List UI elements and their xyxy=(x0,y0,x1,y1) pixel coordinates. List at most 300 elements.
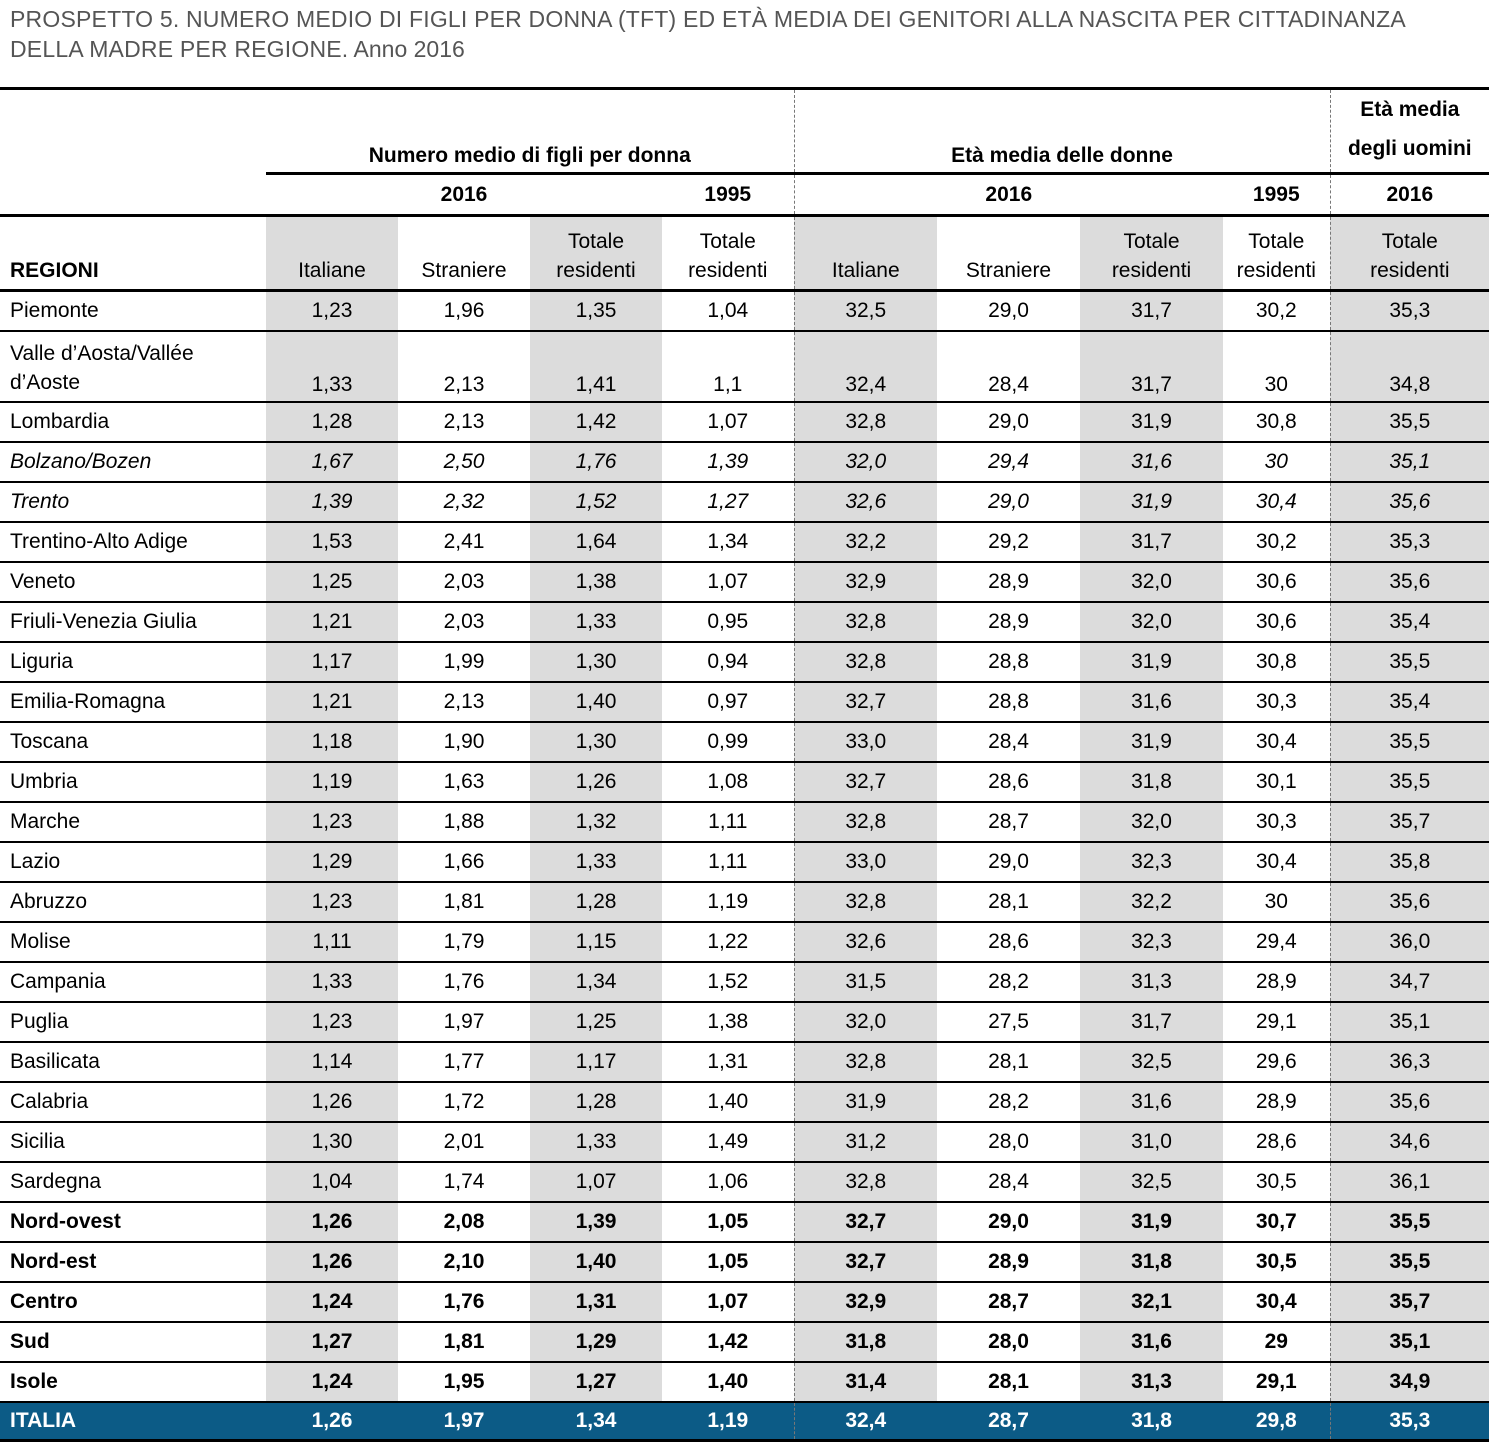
value-cell: 32,7 xyxy=(794,1202,937,1242)
title-year: Anno 2016 xyxy=(353,36,465,62)
value-cell: 1,17 xyxy=(530,1042,662,1082)
value-cell: 1,04 xyxy=(266,1162,398,1202)
header-italiane: Italiane xyxy=(266,216,398,291)
value-cell: 31,6 xyxy=(1080,1322,1223,1362)
header-year-2016-donne: 2016 xyxy=(794,174,1223,216)
header-totale-line1: Totale xyxy=(1381,230,1438,253)
value-cell: 29,6 xyxy=(1223,1042,1330,1082)
value-cell: 1,77 xyxy=(398,1042,530,1082)
value-cell: 28,4 xyxy=(937,1162,1080,1202)
value-cell: 32,8 xyxy=(794,642,937,682)
value-cell: 1,99 xyxy=(398,642,530,682)
value-cell: 1,28 xyxy=(266,402,398,442)
value-cell: 1,17 xyxy=(266,642,398,682)
table-row xyxy=(0,1242,1489,1282)
value-cell: 35,6 xyxy=(1330,882,1489,922)
value-cell: 28,7 xyxy=(937,1402,1080,1441)
value-cell: 29,0 xyxy=(937,402,1080,442)
header-totale-line1: Totale xyxy=(1123,230,1180,253)
value-cell: 1,74 xyxy=(398,1162,530,1202)
value-cell: 28,7 xyxy=(937,802,1080,842)
value-cell: 1,35 xyxy=(530,291,662,332)
value-cell: 1,33 xyxy=(266,962,398,1002)
value-cell: 30 xyxy=(1223,442,1330,482)
value-cell: 35,6 xyxy=(1330,562,1489,602)
value-cell: 1,04 xyxy=(662,291,794,332)
value-cell: 1,06 xyxy=(662,1162,794,1202)
header-totale-residenti xyxy=(530,216,662,291)
header-row-groups xyxy=(0,89,1489,174)
value-cell: 32,2 xyxy=(794,522,937,562)
value-cell: 29,2 xyxy=(937,522,1080,562)
header-totale-line2: residenti xyxy=(1111,259,1192,282)
value-cell: 32,5 xyxy=(1080,1162,1223,1202)
header-year-1995-figli: 1995 xyxy=(662,174,794,216)
table-row xyxy=(0,1162,1489,1202)
table-row xyxy=(0,802,1489,842)
value-cell: 28,0 xyxy=(937,1122,1080,1162)
region-name: Umbria xyxy=(0,762,266,802)
value-cell: 32,8 xyxy=(794,1162,937,1202)
value-cell: 0,95 xyxy=(662,602,794,642)
value-cell: 30,4 xyxy=(1223,722,1330,762)
value-cell: 32,9 xyxy=(794,1282,937,1322)
value-cell: 30,2 xyxy=(1223,522,1330,562)
header-totale-residenti xyxy=(1223,216,1330,291)
value-cell: 1,97 xyxy=(398,1002,530,1042)
value-cell: 28,4 xyxy=(937,331,1080,402)
value-cell: 35,7 xyxy=(1330,802,1489,842)
table-row xyxy=(0,602,1489,642)
header-group-figli: Numero medio di figli per donna xyxy=(266,89,794,174)
value-cell: 32,0 xyxy=(1080,562,1223,602)
value-cell: 1,39 xyxy=(530,1202,662,1242)
value-cell: 29,1 xyxy=(1223,1002,1330,1042)
value-cell: 1,31 xyxy=(530,1282,662,1322)
value-cell: 1,52 xyxy=(662,962,794,1002)
value-cell: 1,08 xyxy=(662,762,794,802)
value-cell: 1,22 xyxy=(662,922,794,962)
value-cell: 1,27 xyxy=(662,482,794,522)
value-cell: 32,0 xyxy=(1080,602,1223,642)
value-cell: 0,99 xyxy=(662,722,794,762)
value-cell: 1,19 xyxy=(266,762,398,802)
value-cell: 29,4 xyxy=(1223,922,1330,962)
value-cell: 31,0 xyxy=(1080,1122,1223,1162)
value-cell: 28,1 xyxy=(937,1042,1080,1082)
value-cell: 34,9 xyxy=(1330,1362,1489,1402)
table-row xyxy=(0,1202,1489,1242)
value-cell: 31,8 xyxy=(1080,1242,1223,1282)
value-cell: 30,5 xyxy=(1223,1162,1330,1202)
header-totale-residenti xyxy=(1330,216,1489,291)
value-cell: 30 xyxy=(1223,331,1330,402)
table-row xyxy=(0,522,1489,562)
value-cell: 28,8 xyxy=(937,682,1080,722)
value-cell: 36,0 xyxy=(1330,922,1489,962)
value-cell: 33,0 xyxy=(794,722,937,762)
region-name: Liguria xyxy=(0,642,266,682)
header-totale-line2: residenti xyxy=(1370,259,1450,282)
value-cell: 1,31 xyxy=(662,1042,794,1082)
value-cell: 1,42 xyxy=(662,1322,794,1362)
value-cell: 34,7 xyxy=(1330,962,1489,1002)
header-group-uomini xyxy=(1330,89,1489,174)
value-cell: 1,28 xyxy=(530,882,662,922)
value-cell: 1,11 xyxy=(266,922,398,962)
region-name: Emilia-Romagna xyxy=(0,682,266,722)
table-row xyxy=(0,962,1489,1002)
value-cell: 1,26 xyxy=(266,1082,398,1122)
value-cell: 1,96 xyxy=(398,291,530,332)
value-cell: 1,34 xyxy=(662,522,794,562)
header-totale-line1: Totale xyxy=(567,230,625,253)
region-name: Trento xyxy=(0,482,266,522)
table-row xyxy=(0,1322,1489,1362)
region-name: Isole xyxy=(0,1362,266,1402)
value-cell: 33,0 xyxy=(794,842,937,882)
region-name: Sardegna xyxy=(0,1162,266,1202)
value-cell: 1,49 xyxy=(662,1122,794,1162)
value-cell: 35,3 xyxy=(1330,522,1489,562)
value-cell: 2,03 xyxy=(398,562,530,602)
data-table xyxy=(0,87,1489,1442)
value-cell: 35,5 xyxy=(1330,1202,1489,1242)
value-cell: 35,5 xyxy=(1330,722,1489,762)
value-cell: 1,34 xyxy=(530,962,662,1002)
value-cell: 30,8 xyxy=(1223,642,1330,682)
value-cell: 2,03 xyxy=(398,602,530,642)
value-cell: 1,32 xyxy=(530,802,662,842)
region-name: Centro xyxy=(0,1282,266,1322)
header-year-2016-uomini: 2016 xyxy=(1330,174,1489,216)
value-cell: 32,8 xyxy=(794,1042,937,1082)
value-cell: 1,76 xyxy=(398,962,530,1002)
value-cell: 32,7 xyxy=(794,682,937,722)
value-cell: 1,76 xyxy=(398,1282,530,1322)
value-cell: 28,0 xyxy=(937,1322,1080,1362)
value-cell: 1,11 xyxy=(662,842,794,882)
value-cell: 1,76 xyxy=(530,442,662,482)
region-name: Nord-est xyxy=(0,1242,266,1282)
header-group-uomini-line1: Età media xyxy=(1360,98,1460,121)
value-cell: 31,9 xyxy=(1080,642,1223,682)
value-cell: 28,4 xyxy=(937,722,1080,762)
value-cell: 1,81 xyxy=(398,1322,530,1362)
value-cell: 31,9 xyxy=(1080,402,1223,442)
header-regioni: REGIONI xyxy=(0,216,266,291)
value-cell: 28,9 xyxy=(1223,1082,1330,1122)
value-cell: 32,6 xyxy=(794,922,937,962)
value-cell: 32,7 xyxy=(794,762,937,802)
value-cell: 36,3 xyxy=(1330,1042,1489,1082)
value-cell: 35,1 xyxy=(1330,1322,1489,1362)
value-cell: 1,63 xyxy=(398,762,530,802)
value-cell: 1,33 xyxy=(530,1122,662,1162)
region-name: Piemonte xyxy=(0,291,266,332)
table-row xyxy=(0,922,1489,962)
value-cell: 1,19 xyxy=(662,1402,794,1441)
value-cell: 31,9 xyxy=(1080,722,1223,762)
region-name: Lazio xyxy=(0,842,266,882)
value-cell: 1,33 xyxy=(530,842,662,882)
value-cell: 30,3 xyxy=(1223,682,1330,722)
value-cell: 32,5 xyxy=(794,291,937,332)
value-cell: 32,0 xyxy=(1080,802,1223,842)
value-cell: 1,07 xyxy=(662,1282,794,1322)
region-name: ITALIA xyxy=(0,1402,266,1441)
value-cell: 1,64 xyxy=(530,522,662,562)
value-cell: 32,4 xyxy=(794,331,937,402)
value-cell: 1,39 xyxy=(662,442,794,482)
region-name: Lombardia xyxy=(0,402,266,442)
value-cell: 1,30 xyxy=(266,1122,398,1162)
value-cell: 1,25 xyxy=(266,562,398,602)
value-cell: 31,7 xyxy=(1080,1002,1223,1042)
value-cell: 31,3 xyxy=(1080,1362,1223,1402)
value-cell: 1,21 xyxy=(266,602,398,642)
value-cell: 1,53 xyxy=(266,522,398,562)
value-cell: 1,21 xyxy=(266,682,398,722)
table-row xyxy=(0,562,1489,602)
value-cell: 30,4 xyxy=(1223,482,1330,522)
region-name: Nord-ovest xyxy=(0,1202,266,1242)
header-totale-residenti xyxy=(1080,216,1223,291)
value-cell: 30,5 xyxy=(1223,1242,1330,1282)
value-cell: 34,8 xyxy=(1330,331,1489,402)
value-cell: 1,40 xyxy=(662,1362,794,1402)
header-year-2016-figli: 2016 xyxy=(266,174,662,216)
table-row xyxy=(0,331,1489,402)
value-cell: 2,50 xyxy=(398,442,530,482)
value-cell: 1,79 xyxy=(398,922,530,962)
value-cell: 31,8 xyxy=(1080,1402,1223,1441)
value-cell: 32,8 xyxy=(794,882,937,922)
value-cell: 31,9 xyxy=(794,1082,937,1122)
table-row xyxy=(0,1002,1489,1042)
value-cell: 1,26 xyxy=(266,1242,398,1282)
region-name: Veneto xyxy=(0,562,266,602)
value-cell: 29 xyxy=(1223,1322,1330,1362)
value-cell: 2,13 xyxy=(398,402,530,442)
value-cell: 28,6 xyxy=(937,922,1080,962)
value-cell: 0,94 xyxy=(662,642,794,682)
header-totale-line2: residenti xyxy=(1236,259,1316,282)
header-totale-line2: residenti xyxy=(556,259,636,282)
region-name: Friuli-Venezia Giulia xyxy=(0,602,266,642)
header-totale-residenti xyxy=(662,216,794,291)
value-cell: 1,23 xyxy=(266,882,398,922)
value-cell: 1,07 xyxy=(662,402,794,442)
value-cell: 2,08 xyxy=(398,1202,530,1242)
value-cell: 35,5 xyxy=(1330,762,1489,802)
value-cell: 31,6 xyxy=(1080,1082,1223,1122)
value-cell: 1,07 xyxy=(662,562,794,602)
region-name: Campania xyxy=(0,962,266,1002)
header-straniere: Straniere xyxy=(398,216,530,291)
value-cell: 29,1 xyxy=(1223,1362,1330,1402)
value-cell: 1,05 xyxy=(662,1242,794,1282)
value-cell: 35,4 xyxy=(1330,682,1489,722)
value-cell: 35,1 xyxy=(1330,442,1489,482)
value-cell: 1,38 xyxy=(662,1002,794,1042)
value-cell: 1,52 xyxy=(530,482,662,522)
value-cell: 28,9 xyxy=(937,1242,1080,1282)
value-cell: 31,3 xyxy=(1080,962,1223,1002)
table-row xyxy=(0,402,1489,442)
table-row xyxy=(0,1042,1489,1082)
value-cell: 30,4 xyxy=(1223,1282,1330,1322)
value-cell: 31,8 xyxy=(1080,762,1223,802)
value-cell: 28,6 xyxy=(1223,1122,1330,1162)
value-cell: 30 xyxy=(1223,882,1330,922)
value-cell: 1,95 xyxy=(398,1362,530,1402)
value-cell: 32,9 xyxy=(794,562,937,602)
value-cell: 31,9 xyxy=(1080,482,1223,522)
value-cell: 31,4 xyxy=(794,1362,937,1402)
region-name: Puglia xyxy=(0,1002,266,1042)
value-cell: 31,8 xyxy=(794,1322,937,1362)
value-cell: 27,5 xyxy=(937,1002,1080,1042)
value-cell: 29,0 xyxy=(937,291,1080,332)
value-cell: 1,26 xyxy=(266,1202,398,1242)
region-name: Marche xyxy=(0,802,266,842)
value-cell: 35,6 xyxy=(1330,482,1489,522)
value-cell: 1,24 xyxy=(266,1282,398,1322)
value-cell: 32,8 xyxy=(794,602,937,642)
value-cell: 30,7 xyxy=(1223,1202,1330,1242)
header-group-uomini-line2: degli uomini xyxy=(1347,137,1472,160)
value-cell: 31,6 xyxy=(1080,442,1223,482)
table-row xyxy=(0,842,1489,882)
value-cell: 28,6 xyxy=(937,762,1080,802)
table-row xyxy=(0,1122,1489,1162)
value-cell: 1,23 xyxy=(266,291,398,332)
value-cell: 30,2 xyxy=(1223,291,1330,332)
value-cell: 1,81 xyxy=(398,882,530,922)
value-cell: 31,7 xyxy=(1080,522,1223,562)
value-cell: 1,27 xyxy=(530,1362,662,1402)
value-cell: 1,97 xyxy=(398,1402,530,1441)
value-cell: 28,2 xyxy=(937,1082,1080,1122)
value-cell: 32,6 xyxy=(794,482,937,522)
region-name: Sicilia xyxy=(0,1122,266,1162)
header-row-years xyxy=(0,174,1489,216)
value-cell: 32,0 xyxy=(794,442,937,482)
value-cell: 28,7 xyxy=(937,1282,1080,1322)
value-cell: 1,05 xyxy=(662,1202,794,1242)
table-title xyxy=(10,4,1480,64)
header-year-1995-donne: 1995 xyxy=(1223,174,1330,216)
value-cell: 2,10 xyxy=(398,1242,530,1282)
table-row xyxy=(0,482,1489,522)
value-cell: 35,4 xyxy=(1330,602,1489,642)
value-cell: 1,30 xyxy=(530,722,662,762)
region-name: Molise xyxy=(0,922,266,962)
value-cell: 29,0 xyxy=(937,1202,1080,1242)
title-main: PROSPETTO 5. NUMERO MEDIO DI FIGLI PER DONNA (TFT) ED ETÀ MEDIA DEI GENITORI ALLA NASCITA PER CITTADINANZA DELLA MADRE PER REGIONE. xyxy=(10,6,1405,62)
value-cell: 34,6 xyxy=(1330,1122,1489,1162)
region-name: Bolzano/Bozen xyxy=(0,442,266,482)
value-cell: 35,8 xyxy=(1330,842,1489,882)
value-cell: 1,23 xyxy=(266,802,398,842)
value-cell: 31,7 xyxy=(1080,291,1223,332)
value-cell: 2,13 xyxy=(398,682,530,722)
value-cell: 2,41 xyxy=(398,522,530,562)
header-totale-line1: Totale xyxy=(1248,230,1305,253)
region-name: Toscana xyxy=(0,722,266,762)
value-cell: 30,6 xyxy=(1223,602,1330,642)
value-cell: 35,6 xyxy=(1330,1082,1489,1122)
value-cell: 28,9 xyxy=(937,602,1080,642)
value-cell: 1,1 xyxy=(662,331,794,402)
header-group-donne: Età media delle donne xyxy=(794,89,1330,174)
value-cell: 32,7 xyxy=(794,1242,937,1282)
value-cell: 0,97 xyxy=(662,682,794,722)
value-cell: 1,28 xyxy=(530,1082,662,1122)
header-italiane: Italiane xyxy=(794,216,937,291)
table-row xyxy=(0,291,1489,332)
value-cell: 35,1 xyxy=(1330,1002,1489,1042)
value-cell: 1,88 xyxy=(398,802,530,842)
value-cell: 1,34 xyxy=(530,1402,662,1441)
value-cell: 1,90 xyxy=(398,722,530,762)
value-cell: 1,39 xyxy=(266,482,398,522)
value-cell: 1,29 xyxy=(266,842,398,882)
value-cell: 28,1 xyxy=(937,882,1080,922)
table-row xyxy=(0,682,1489,722)
value-cell: 35,3 xyxy=(1330,291,1489,332)
value-cell: 29,4 xyxy=(937,442,1080,482)
value-cell: 32,3 xyxy=(1080,842,1223,882)
value-cell: 1,42 xyxy=(530,402,662,442)
value-cell: 1,40 xyxy=(662,1082,794,1122)
value-cell: 1,67 xyxy=(266,442,398,482)
value-cell: 32,4 xyxy=(794,1402,937,1441)
value-cell: 28,8 xyxy=(937,642,1080,682)
value-cell: 35,5 xyxy=(1330,1242,1489,1282)
header-straniere: Straniere xyxy=(937,216,1080,291)
value-cell: 30,4 xyxy=(1223,842,1330,882)
value-cell: 1,23 xyxy=(266,1002,398,1042)
table-row xyxy=(0,1082,1489,1122)
table-row xyxy=(0,762,1489,802)
header-totale-line2: residenti xyxy=(688,259,768,282)
value-cell: 35,7 xyxy=(1330,1282,1489,1322)
value-cell: 31,7 xyxy=(1080,331,1223,402)
table-row xyxy=(0,1282,1489,1322)
value-cell: 36,1 xyxy=(1330,1162,1489,1202)
value-cell: 1,40 xyxy=(530,682,662,722)
table-row xyxy=(0,642,1489,682)
value-cell: 32,1 xyxy=(1080,1282,1223,1322)
value-cell: 28,9 xyxy=(937,562,1080,602)
table-row xyxy=(0,1362,1489,1402)
value-cell: 1,33 xyxy=(530,602,662,642)
value-cell: 35,5 xyxy=(1330,402,1489,442)
value-cell: 31,5 xyxy=(794,962,937,1002)
value-cell: 30,3 xyxy=(1223,802,1330,842)
value-cell: 1,26 xyxy=(530,762,662,802)
value-cell: 32,5 xyxy=(1080,1042,1223,1082)
table-row xyxy=(0,1402,1489,1441)
value-cell: 1,07 xyxy=(530,1162,662,1202)
value-cell: 1,26 xyxy=(266,1402,398,1441)
region-name: Calabria xyxy=(0,1082,266,1122)
region-name: Valle d’Aosta/Vallée d’Aoste xyxy=(0,331,266,402)
value-cell: 30,8 xyxy=(1223,402,1330,442)
value-cell: 30,6 xyxy=(1223,562,1330,602)
